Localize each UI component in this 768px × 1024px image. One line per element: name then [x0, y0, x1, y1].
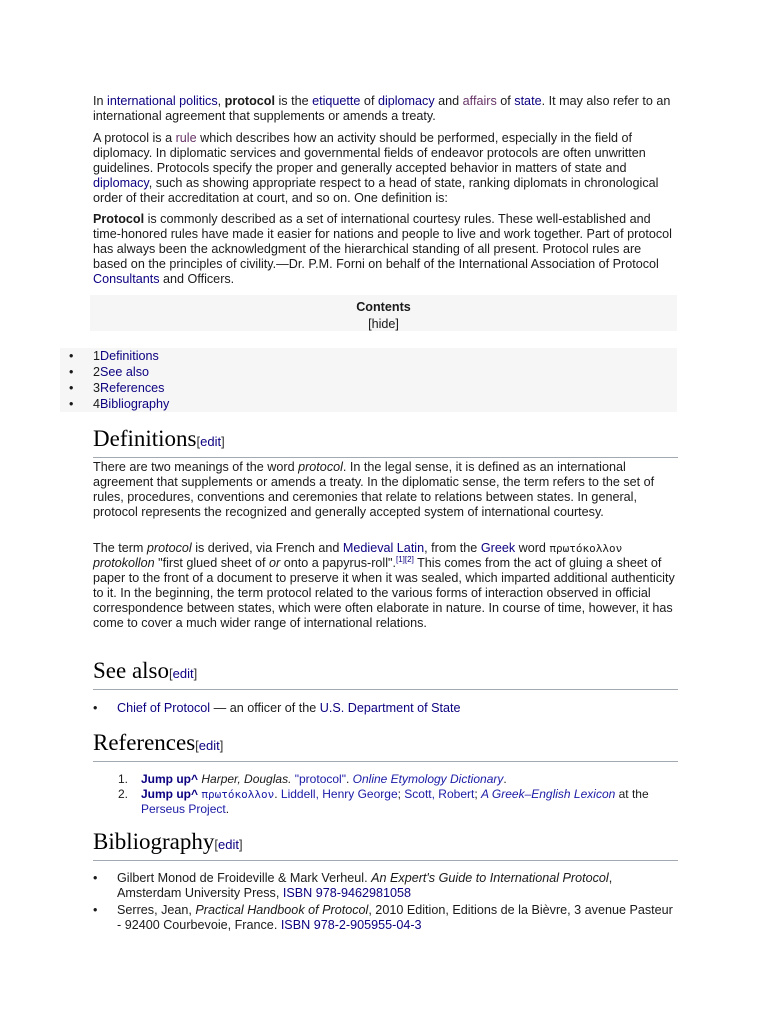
bullet-icon: • [93, 701, 98, 715]
see-also-list [93, 701, 678, 716]
edit-section-link[interactable]: [edit] [214, 837, 243, 852]
link-online-etymology-dictionary[interactable]: Online Etymology Dictionary [352, 772, 504, 786]
bullet-icon: • [69, 381, 74, 395]
link-isbn[interactable]: ISBN 978-9462981058 [282, 886, 411, 900]
link-consultants[interactable]: Consultants [93, 272, 160, 286]
bold-protocol: protocol [224, 94, 275, 108]
list-item: • Chief of Protocol — an officer of the U.S. Department of State [93, 701, 461, 715]
link-etiquette[interactable]: etiquette [312, 94, 361, 108]
heading-see-also: See also[edit] [93, 658, 678, 690]
link-diplomacy[interactable]: diplomacy [377, 94, 435, 108]
jump-up-link[interactable]: Jump up^ [141, 772, 199, 786]
heading-definitions: Definitions[edit] [93, 426, 678, 458]
link-liddell[interactable]: Liddell, Henry George [280, 786, 398, 801]
intro-paragraph-3: Protocol is commonly described as a set of international courtesy rules. These well-established and time-honored rules have made it easier for nations and people to live and work together. Part of protocol has always been the acknowledgment of the hierarchical standing of all present. Protocol rules are based on the principles of civility.—Dr. P.M. Forni on behalf of the International Association of Protocol Consultants and Officers. [93, 212, 672, 286]
link-greek-english-lexicon[interactable]: A Greek–English Lexicon [481, 786, 616, 801]
definitions-paragraph-2: The term protocol is derived, via French and Medieval Latin, from the Greek word πρωτόκολλον protokollon "first glued sheet of or onto a papyrus-roll".[1][2] This comes from the act of gluing a sheet of paper to the front of a document to preserve it when it was sealed, which imparted additional authenticity to it. In the beginning, the term protocol related to the various forms of interaction observed in official correspondence between states, which were often elaborate in nature. In course of time, however, it has come to cover a much wider range of international relations. [93, 541, 675, 630]
link-international-politics[interactable]: international politics [107, 94, 218, 108]
citation-links[interactable]: [1][2] [396, 554, 414, 564]
intro-paragraph-2: A protocol is a rule which describes how an activity should be performed, especially in the field of diplomacy. In diplomatic services and governmental fields of endeavor protocols are often unwritten guidelines. Protocols specify the proper and generally accepted behavior in matters of state and diplomacy, such as showing appropriate respect to a head of state, ranking diplomats in chronological order of their accreditation at court, and so on. One definition is: [93, 131, 659, 205]
reference-item-1: 1. Jump up^ Harper, Douglas. "protocol". Online Etymology Dictionary. [118, 772, 507, 786]
edit-section-link[interactable]: [edit] [195, 738, 224, 753]
definitions-paragraph-1: There are two meanings of the word protocol. In the legal sense, it is defined as an international agreement that supplements or amends a treaty. In the diplomatic sense, the term refers to the set of rules, procedures, conventions and ceremonies that relate to relations between states. In general, protocol represents the recognized and generally accepted system of international courtesy. [93, 460, 655, 519]
link-isbn[interactable]: ISBN 978-2-905955-04-3 [280, 918, 422, 932]
link-state[interactable]: state [514, 94, 542, 108]
jump-up-link[interactable]: Jump up^ [141, 786, 199, 801]
link-diplomacy-2[interactable]: diplomacy [93, 176, 149, 190]
toc-hide-toggle[interactable]: [hide] [368, 317, 399, 331]
link-protocol-etymology[interactable]: "protocol" [294, 772, 346, 786]
list-item: • Gilbert Monod de Froideville & Mark Verheul. An Expert's Guide to International Protocol, Amsterdam University Press, ISBN 978-9462981058 [93, 871, 613, 900]
link-medieval-latin[interactable]: Medieval Latin [342, 541, 425, 555]
link-us-department-of-state[interactable]: U.S. Department of State [319, 701, 461, 715]
bibliography-list [93, 871, 678, 933]
bullet-icon: • [69, 349, 74, 363]
reference-item-2: 2. Jump up^ πρωτόκολλον. Liddell, Henry George; Scott, Robert; A Greek–English Lexicon at the Perseus Project. [118, 786, 649, 816]
list-item: • Serres, Jean, Practical Handbook of Protocol, 2010 Edition, Editions de la Bièvre, 3 avenue Pasteur - 92400 Courbevoie, France. ISBN 978-2-905955-04-3 [93, 903, 673, 932]
toc-list: • 1Definitions • 2See also • 3References • 4Bibliography [60, 348, 677, 412]
link-greek-word[interactable]: πρωτόκολλον [201, 787, 275, 801]
heading-references: References[edit] [93, 730, 678, 762]
link-affairs[interactable]: affairs [462, 94, 497, 108]
link-scott[interactable]: Scott, Robert [404, 786, 475, 801]
toc-header [90, 295, 677, 331]
bold-protocol-2: Protocol [93, 212, 145, 226]
link-perseus-project[interactable]: Perseus Project [141, 802, 226, 816]
link-chief-of-protocol[interactable]: Chief of Protocol [117, 701, 211, 715]
greek-word: πρωτόκολλον [549, 542, 623, 555]
bullet-icon: • [69, 397, 74, 411]
heading-bibliography: Bibliography[edit] [93, 829, 678, 861]
edit-section-link[interactable]: [edit] [169, 666, 198, 681]
bullet-icon: • [93, 871, 98, 885]
intro-paragraph-1: In international politics, protocol is the etiquette of diplomacy and affairs of state. It may also refer to an international agreement that supplements or amends a treaty. [93, 94, 671, 123]
toc-title: Contents [356, 300, 411, 314]
edit-section-link[interactable]: [edit] [196, 434, 225, 449]
link-rule[interactable]: rule [175, 131, 197, 145]
bullet-icon: • [69, 365, 74, 379]
references-list [118, 772, 678, 817]
bullet-icon: • [93, 903, 98, 917]
link-greek[interactable]: Greek [480, 541, 516, 555]
